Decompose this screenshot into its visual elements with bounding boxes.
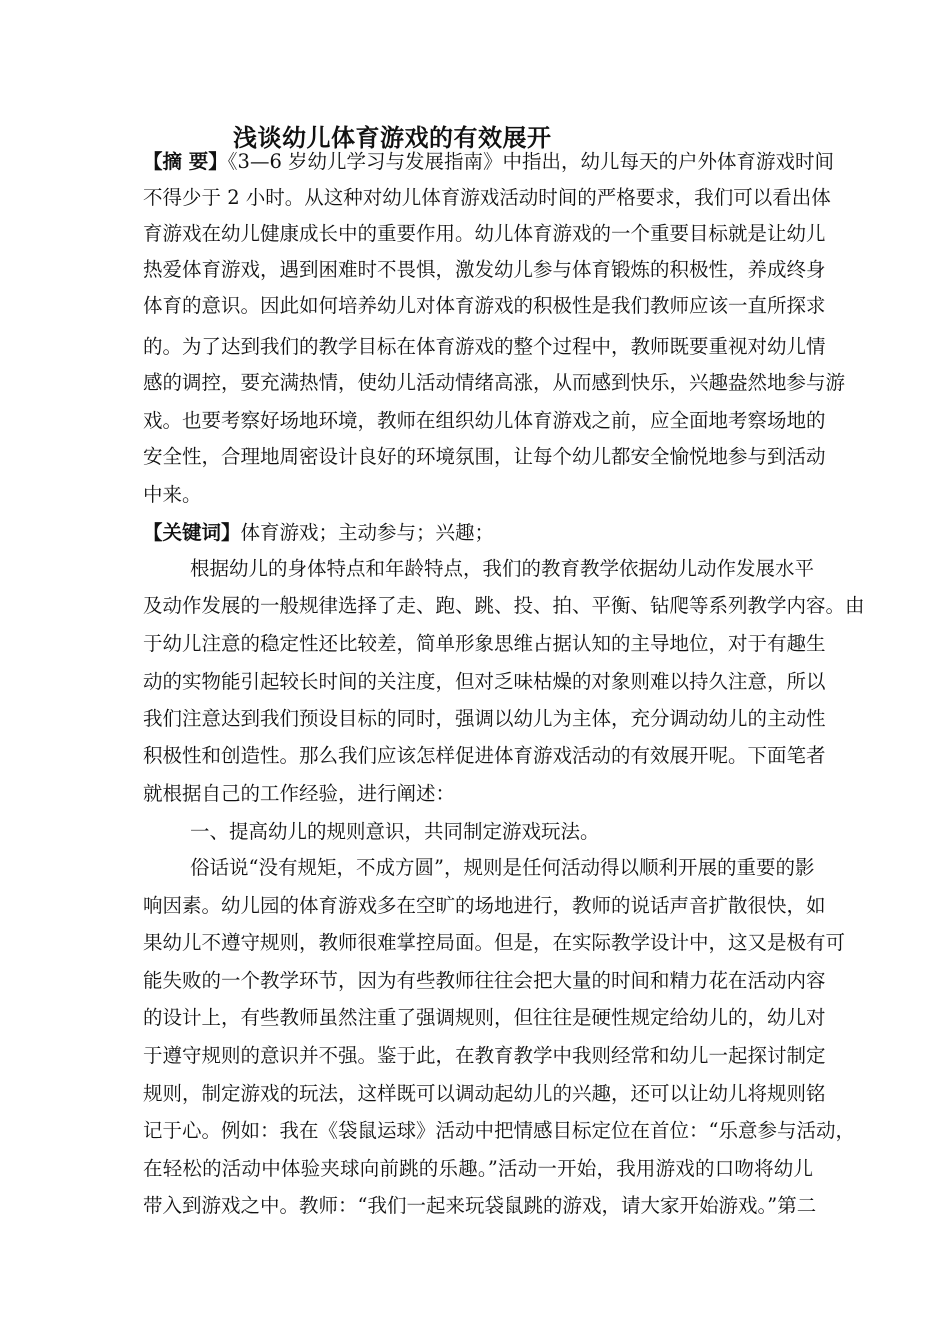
abstract-line: 戏。也要考察好场地环境，教师在组织幼儿体育游戏之前，应全面地考察场地的 xyxy=(143,409,826,432)
keywords-label: 【关键词】 xyxy=(143,521,241,544)
abstract-line: 不得少于 2 小时。从这种对幼儿体育游戏活动时间的严格要求，我们可以看出体 xyxy=(143,186,831,209)
paragraph-line: 规则，制定游戏的玩法，这样既可以调动起幼儿的兴趣，还可以让幼儿将规则铭 xyxy=(143,1082,826,1105)
keywords-line xyxy=(143,521,813,545)
keywords-text: 体育游戏；主动参与；兴趣； xyxy=(240,521,495,544)
abstract-text: 《3—6 岁幼儿学习与发展指南》中指出，幼儿每天的户外体育游戏时间 xyxy=(227,150,835,173)
paragraph-line: 于幼儿注意的稳定性还比较差，简单形象思维占据认知的主导地位，对于有趣生 xyxy=(143,632,826,655)
paragraph-line: 能失败的一个教学环节，因为有些教师往往会把大量的时间和精力花在活动内容 xyxy=(143,969,826,992)
abstract-line: 育游戏在幼儿健康成长中的重要作用。幼儿体育游戏的一个重要目标就是让幼儿 xyxy=(143,222,826,245)
paragraph-line: 及动作发展的一般规律选择了走、跑、跳、投、拍、平衡、钻爬等系列教学内容。由 xyxy=(143,594,865,617)
abstract-line: 热爱体育游戏，遇到困难时不畏惧，激发幼儿参与体育锻炼的积极性，养成终身 xyxy=(143,258,826,281)
paragraph-line: 于遵守规则的意识并不强。鉴于此，在教育教学中我则经常和幼儿一起探讨制定 xyxy=(143,1044,826,1067)
abstract-line: 安全性，合理地周密设计良好的环境氛围，让每个幼儿都安全愉悦地参与到活动 xyxy=(143,445,826,468)
paragraph-line: 我们注意达到我们预设目标的同时，强调以幼儿为主体，充分调动幼儿的主动性 xyxy=(143,707,826,730)
paragraph-line: 俗话说“没有规矩，不成方圆”，规则是任何活动得以顺利开展的重要的影 xyxy=(190,856,815,879)
paragraph-line: 记于心。例如：我在《袋鼠运球》活动中把情感目标定位在首位：“乐意参与活动， xyxy=(143,1119,855,1142)
abstract-line: 体育的意识。因此如何培养幼儿对体育游戏的积极性是我们教师应该一直所探求 xyxy=(143,294,826,317)
paragraph-line: 根据幼儿的身体特点和年龄特点，我们的教育教学依据幼儿动作发展水平 xyxy=(190,557,815,580)
abstract-line-1 xyxy=(143,150,835,174)
abstract-line: 中来。 xyxy=(143,483,202,506)
paragraph-line: 果幼儿不遵守规则，教师很难掌控局面。但是，在实际教学设计中，这又是极有可 xyxy=(143,931,846,954)
paragraph-line: 积极性和创造性。那么我们应该怎样促进体育游戏活动的有效展开呢。下面笔者 xyxy=(143,744,826,767)
abstract-line: 感的调控，要充满热情，使幼儿活动情绪高涨，从而感到快乐，兴趣盎然地参与游 xyxy=(143,371,846,394)
paragraph-line: 带入到游戏之中。教师：“我们一起来玩袋鼠跳的游戏，请大家开始游戏。”第二 xyxy=(143,1194,817,1217)
abstract-label: 【摘 要】 xyxy=(143,150,228,173)
paragraph-line: 响因素。幼儿园的体育游戏多在空旷的场地进行，教师的说话声音扩散很快，如 xyxy=(143,894,826,917)
abstract-line: 的。为了达到我们的教学目标在体育游戏的整个过程中，教师既要重视对幼儿情 xyxy=(143,335,826,358)
document-title: 浅谈幼儿体育游戏的有效展开 xyxy=(233,123,552,152)
paragraph-line: 就根据自己的工作经验，进行阐述： xyxy=(143,782,456,805)
section-heading: 一、提高幼儿的规则意识，共同制定游戏玩法。 xyxy=(190,820,600,843)
paragraph-line: 的设计上，有些教师虽然注重了强调规则，但往往是硬性规定给幼儿的，幼儿对 xyxy=(143,1006,826,1029)
paragraph-line: 在轻松的活动中体验夹球向前跳的乐趣。”活动一开始，我用游戏的口吻将幼儿 xyxy=(143,1157,813,1180)
paragraph-line: 动的实物能引起较长时间的关注度，但对乏味枯燥的对象则难以持久注意，所以 xyxy=(143,670,826,693)
